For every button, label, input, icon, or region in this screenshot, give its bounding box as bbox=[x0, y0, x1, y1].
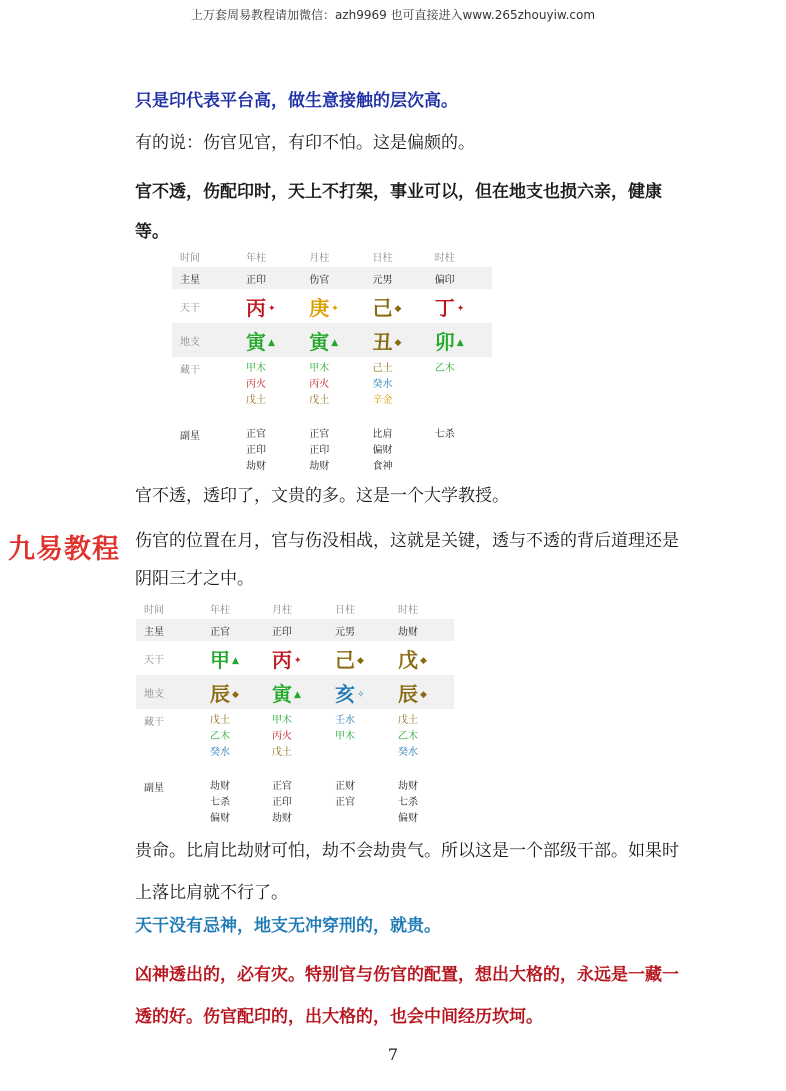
sub-star: 偏财 bbox=[210, 813, 230, 824]
chart-cell bbox=[367, 289, 429, 323]
paragraph-2: 有的说：伤官见官，有印不怕。这是偏颇的。 bbox=[135, 133, 475, 153]
sub-star: 劫财 bbox=[210, 781, 230, 792]
sub-star: 食神 bbox=[372, 461, 393, 472]
element-icon: ✦ bbox=[268, 304, 276, 314]
element-icon: ◆ bbox=[394, 304, 402, 314]
row-label: 时间 bbox=[144, 604, 164, 616]
chart-cell bbox=[266, 775, 329, 831]
chart-cell bbox=[429, 357, 492, 417]
chart-cell bbox=[204, 709, 266, 769]
branch-char: 丑 ◆ bbox=[372, 329, 402, 354]
bazi-chart-2 bbox=[136, 597, 454, 831]
chart-row bbox=[172, 323, 492, 357]
sub-star: 七杀 bbox=[210, 797, 230, 808]
chart-cell: 年柱 bbox=[210, 604, 230, 616]
element-icon: ◆ bbox=[420, 690, 427, 700]
chart-row bbox=[172, 289, 492, 323]
stem-char: 己 ◆ bbox=[334, 647, 364, 672]
chart-cell bbox=[329, 775, 392, 831]
hidden-stem: 癸水 bbox=[398, 747, 419, 758]
element-icon: ✧ bbox=[356, 690, 365, 700]
sub-star: 正官 bbox=[246, 429, 266, 440]
row-label: 主星 bbox=[172, 267, 240, 289]
chart-row bbox=[136, 709, 454, 769]
chart-cell bbox=[303, 423, 366, 479]
sub-star: 正官 bbox=[309, 429, 330, 440]
chart-cell bbox=[429, 289, 492, 323]
chart-cell bbox=[266, 709, 329, 769]
branch-char: 亥 ✧ bbox=[334, 681, 365, 706]
watermark-logo: 九易教程 bbox=[8, 534, 120, 565]
chart-cell: 年柱 bbox=[246, 252, 266, 264]
chart-cell: 元男 bbox=[367, 267, 429, 289]
element-icon: ▲ bbox=[331, 338, 339, 348]
stem-char: 戊 ◆ bbox=[398, 647, 427, 672]
stem-char: 甲 ▲ bbox=[210, 647, 239, 672]
chart-cell: 劫财 bbox=[392, 619, 454, 641]
hidden-stem: 丙火 bbox=[246, 379, 266, 390]
chart-cell bbox=[329, 709, 392, 769]
row-label: 主星 bbox=[136, 619, 204, 641]
stem-char: 丙 ✦ bbox=[246, 295, 276, 320]
row-label: 藏干 bbox=[180, 365, 200, 376]
row-label: 副星 bbox=[180, 431, 200, 442]
element-icon: ✦ bbox=[293, 656, 302, 666]
chart-cell: 日柱 bbox=[334, 604, 355, 616]
element-icon: ✦ bbox=[331, 304, 339, 314]
chart-row bbox=[172, 357, 492, 417]
sub-star: 比肩 bbox=[372, 429, 393, 440]
hidden-stem: 癸水 bbox=[372, 379, 393, 390]
element-icon: ◆ bbox=[420, 656, 427, 666]
chart-cell: 时柱 bbox=[398, 604, 419, 616]
sub-star: 偏财 bbox=[398, 813, 419, 824]
row-label: 地支 bbox=[172, 323, 240, 357]
chart-cell: 伤官 bbox=[303, 267, 366, 289]
sub-star: 正印 bbox=[246, 445, 266, 456]
stem-char: 丙 ✦ bbox=[271, 647, 302, 672]
element-icon: ✦ bbox=[456, 304, 465, 314]
sub-star: 正官 bbox=[334, 797, 355, 808]
hidden-stem: 戊土 bbox=[309, 395, 330, 406]
hidden-stem: 壬水 bbox=[334, 715, 355, 726]
chart-cell: 正官 bbox=[204, 619, 266, 641]
sub-star: 劫财 bbox=[309, 461, 330, 472]
chart-cell bbox=[266, 641, 329, 675]
chart-cell bbox=[303, 323, 366, 357]
chart-cell bbox=[204, 775, 266, 831]
chart-cell bbox=[429, 423, 492, 479]
chart-cell bbox=[240, 423, 303, 479]
branch-char: 寅 ▲ bbox=[309, 329, 339, 354]
chart-cell bbox=[392, 709, 454, 769]
hidden-stem: 甲木 bbox=[309, 363, 330, 374]
branch-char: 辰 ◆ bbox=[210, 681, 239, 706]
hidden-stem: 己土 bbox=[372, 363, 393, 374]
chart-cell: 元男 bbox=[329, 619, 392, 641]
chart-cell bbox=[240, 357, 303, 417]
branch-char: 寅 ▲ bbox=[271, 681, 301, 706]
element-icon: ◆ bbox=[232, 690, 239, 700]
branch-char: 卯 ▲ bbox=[434, 329, 464, 354]
paragraph-7: 天干没有忌神，地支无冲穿刑的，就贵。 bbox=[135, 916, 441, 936]
chart-cell bbox=[329, 675, 392, 709]
page-header: 上万套周易教程请加微信：azh9969 也可直接进入www.265zhouyiw.com bbox=[190, 8, 596, 22]
sub-star: 劫财 bbox=[398, 781, 419, 792]
chart-cell: 偏印 bbox=[429, 267, 492, 289]
chart-cell bbox=[392, 641, 454, 675]
chart-cell bbox=[303, 357, 366, 417]
hidden-stem: 戊土 bbox=[246, 395, 266, 406]
chart-cell: 日柱 bbox=[372, 252, 393, 264]
row-label: 天干 bbox=[144, 654, 164, 666]
hidden-stem: 戊土 bbox=[271, 747, 292, 758]
sub-star: 七杀 bbox=[398, 797, 419, 808]
chart-cell bbox=[367, 357, 429, 417]
chart-row bbox=[172, 267, 492, 289]
row-label: 地支 bbox=[136, 675, 204, 709]
chart-cell bbox=[303, 289, 366, 323]
chart-row bbox=[172, 423, 492, 479]
sub-star: 正印 bbox=[271, 797, 292, 808]
row-label: 副星 bbox=[144, 783, 164, 794]
chart-cell bbox=[266, 675, 329, 709]
hidden-stem: 乙木 bbox=[434, 363, 455, 374]
chart-row bbox=[172, 245, 492, 267]
paragraph-5: 伤官的位置在月，官与伤没相战，这就是关键，透与不透的背后道理还是阴阳三才之中。 bbox=[135, 531, 679, 589]
chart-cell bbox=[240, 289, 303, 323]
chart-cell: 月柱 bbox=[309, 252, 330, 264]
chart-row bbox=[136, 775, 454, 831]
row-label: 藏干 bbox=[144, 717, 164, 728]
sub-star: 偏财 bbox=[372, 445, 393, 456]
hidden-stem: 癸水 bbox=[210, 747, 230, 758]
sub-star: 正印 bbox=[309, 445, 330, 456]
chart-cell bbox=[204, 641, 266, 675]
element-icon: ◆ bbox=[356, 656, 364, 666]
hidden-stem: 辛金 bbox=[372, 395, 393, 406]
chart-row bbox=[136, 675, 454, 709]
chart-cell bbox=[392, 675, 454, 709]
paragraph-4: 官不透，透印了，文贵的多。这是一个大学教授。 bbox=[135, 486, 509, 506]
branch-char: 寅 ▲ bbox=[246, 329, 275, 354]
hidden-stem: 戊土 bbox=[210, 715, 230, 726]
stem-char: 己 ◆ bbox=[372, 295, 402, 320]
chart-cell bbox=[392, 775, 454, 831]
hidden-stem: 戊土 bbox=[398, 715, 419, 726]
chart-row bbox=[136, 641, 454, 675]
paragraph-3: 官不透，伤配印时，天上不打架，事业可以，但在地支也损六亲，健康等。 bbox=[135, 182, 662, 242]
hidden-stem: 乙木 bbox=[398, 731, 419, 742]
branch-char: 辰 ◆ bbox=[398, 681, 427, 706]
sub-star: 正官 bbox=[271, 781, 292, 792]
chart-cell: 正印 bbox=[266, 619, 329, 641]
paragraph-6: 贵命。比肩比劫财可怕，劫不会劫贵气。所以这是一个部级干部。如果时上落比肩就不行了。 bbox=[135, 841, 679, 903]
row-label: 天干 bbox=[180, 302, 200, 314]
element-icon: ▲ bbox=[232, 656, 239, 666]
paragraph-8: 凶神透出的，必有灾。特别官与伤官的配置，想出大格的，永远是一藏一透的好。伤官配印的，出大格的，也会中间经历坎坷。 bbox=[135, 965, 679, 1027]
hidden-stem: 丙火 bbox=[309, 379, 330, 390]
hidden-stem: 甲木 bbox=[334, 731, 355, 742]
sub-star: 劫财 bbox=[271, 813, 292, 824]
chart-cell bbox=[204, 675, 266, 709]
stem-char: 丁 ✦ bbox=[434, 295, 465, 320]
hidden-stem: 甲木 bbox=[246, 363, 266, 374]
chart-cell bbox=[429, 323, 492, 357]
hidden-stem: 甲木 bbox=[271, 715, 292, 726]
page-number: 7 bbox=[387, 1045, 399, 1064]
hidden-stem: 丙火 bbox=[271, 731, 292, 742]
stem-char: 庚 ✦ bbox=[309, 295, 339, 320]
element-icon: ▲ bbox=[268, 338, 275, 348]
chart-cell bbox=[367, 423, 429, 479]
chart-cell bbox=[367, 323, 429, 357]
paragraph-1: 只是印代表平台高，做生意接触的层次高。 bbox=[135, 91, 458, 111]
chart-cell: 正印 bbox=[240, 267, 303, 289]
chart-cell: 时柱 bbox=[434, 252, 455, 264]
sub-star: 正财 bbox=[334, 781, 355, 792]
hidden-stem: 乙木 bbox=[210, 731, 230, 742]
chart-cell bbox=[240, 323, 303, 357]
chart-row bbox=[136, 597, 454, 619]
element-icon: ◆ bbox=[394, 338, 402, 348]
row-label: 时间 bbox=[180, 252, 200, 264]
chart-cell: 月柱 bbox=[271, 604, 292, 616]
chart-cell bbox=[329, 641, 392, 675]
element-icon: ▲ bbox=[293, 690, 301, 700]
element-icon: ▲ bbox=[456, 338, 464, 348]
bazi-chart-1 bbox=[172, 245, 492, 479]
sub-star: 七杀 bbox=[434, 429, 455, 440]
chart-row bbox=[136, 619, 454, 641]
sub-star: 劫财 bbox=[246, 461, 266, 472]
